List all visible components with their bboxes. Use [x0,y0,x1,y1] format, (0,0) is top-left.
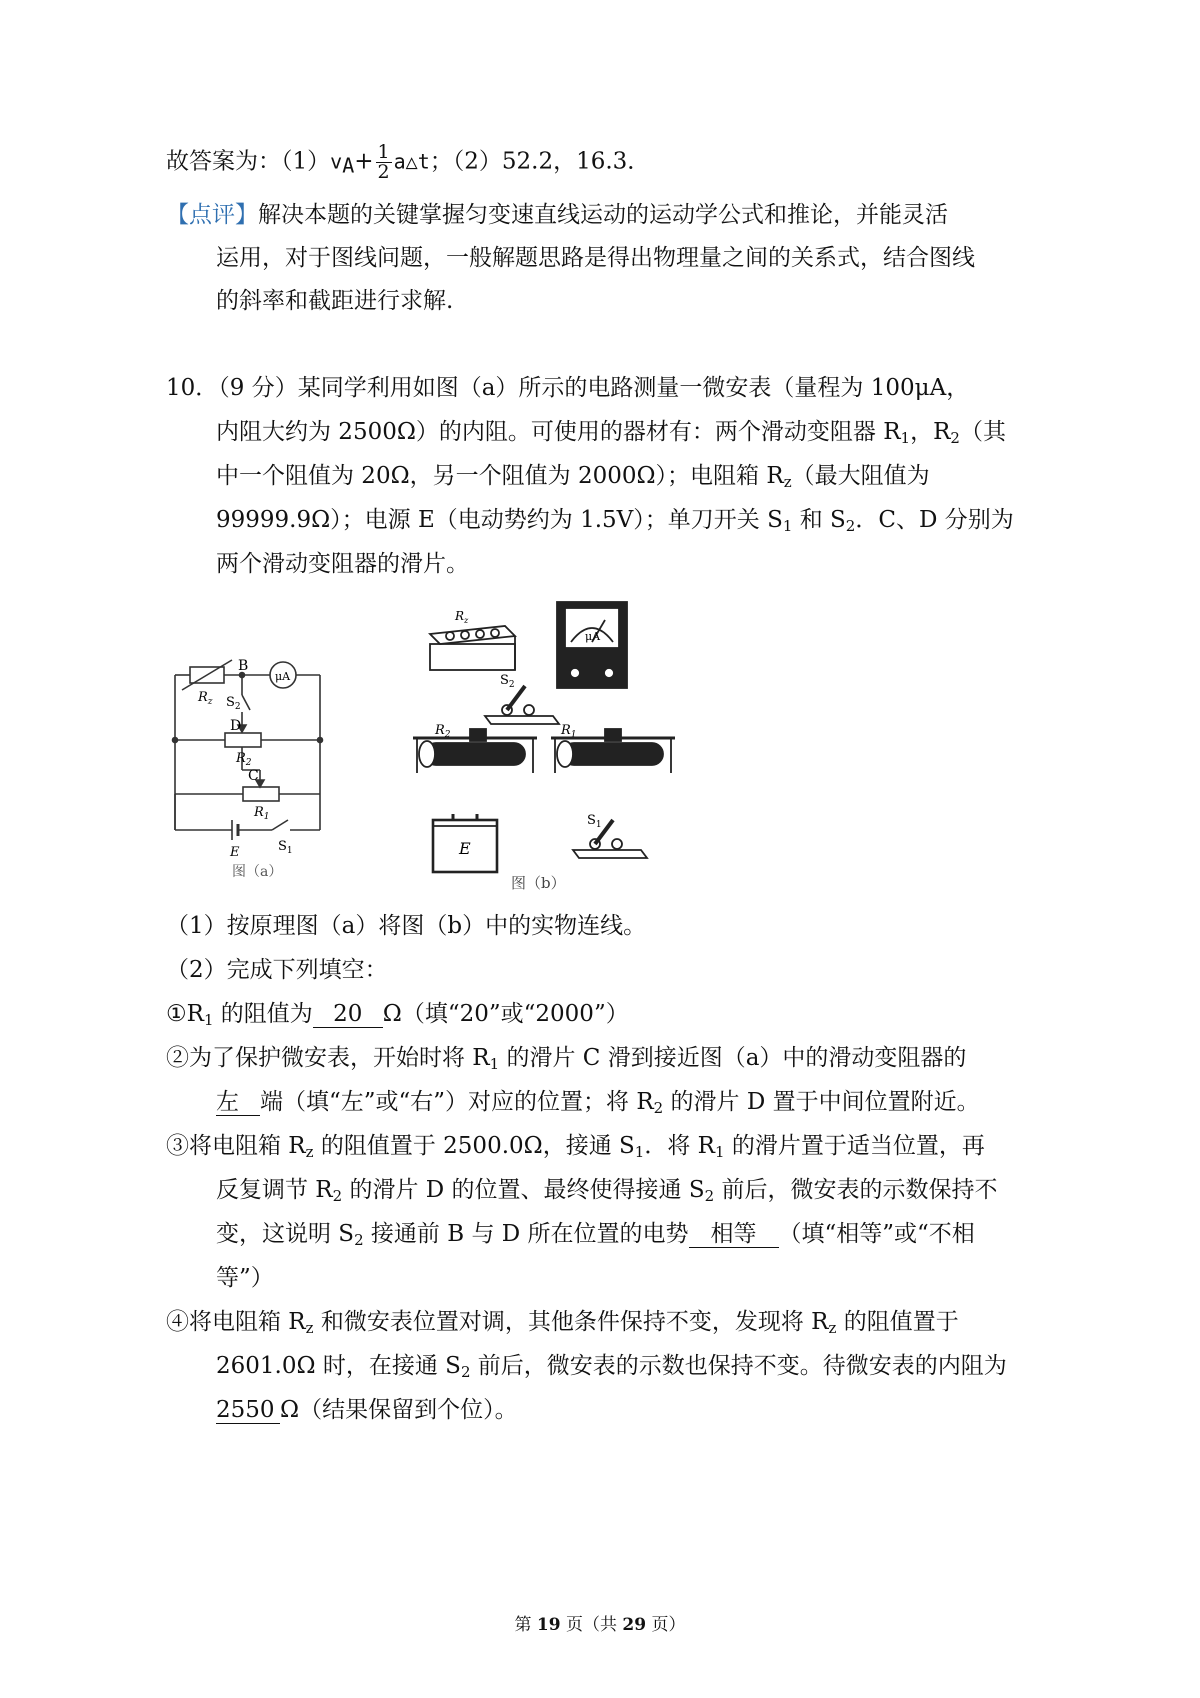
label-b-S1: $S_1$ [587,813,602,830]
q10-l3-a: 中一个阻值为 20Ω，另一个阻值为 2000Ω）；电阻箱 R [216,463,784,489]
review-text-1: 解决本题的关键掌握匀变速直线运动的运动学公式和推论，并能灵活 [258,202,948,228]
label-uA: μA [275,670,291,683]
frac-numerator: 1 [377,141,390,163]
formula-fraction [376,143,392,182]
label-b-uA: μA [585,630,601,643]
caption-a: 图（a） [232,864,283,880]
item-2-answer: 左 [216,1089,260,1116]
q10-l2-sub2: 2 [950,429,960,447]
label-S1: $S_1$ [278,839,293,856]
q10-l4-c: ．C、D 分别为 [855,507,1014,533]
label-D: D [230,718,242,734]
frac-denominator: 2 [377,161,390,183]
q10-l4-b: 和 S [792,507,846,533]
item-1: $①R_1$ 的阻值为 20 Ω（填“20”或“2000”） [166,1001,629,1029]
item-4-answer: 2550 [216,1397,280,1424]
switch-s2-icon [485,686,559,724]
review-tag: 【点评】 [166,202,258,228]
sub-question-1: （1）按原理图（a）将图（b）中的实物连线。 [166,913,647,939]
label-S2: $S_2$ [226,695,241,712]
label-b-R1: $R_1$ [561,723,577,740]
apparatus-figure-b [395,598,735,898]
item-3-line-2: 反复调节 $R_2$ 的滑片 D 的位置、最终使得接通 $S_2$ 前后，微安表的示数保持不 [216,1177,998,1205]
formula-v: v [330,149,343,174]
circuit-diagram-a [160,650,360,890]
review-line-3: 的斜率和截距进行求解. [216,288,454,314]
label-C: C [248,768,259,784]
item-3-line-3: 变，这说明 $S_2$ 接通前 B 与 D 所在位置的电势 相等 （填“相等”或“不相 [216,1221,975,1249]
q10-l2-b: ，R [910,419,951,445]
page-number: 19 [536,1615,561,1635]
q10-line-4 [216,503,1014,537]
item-3-line-4: 等”） [216,1265,274,1291]
item-4-line-2: 2601.0Ω 时，在接通 $S_2$ 前后，微安表的示数也保持不变。待微安表的内阻为 [216,1353,1007,1381]
label-b-R2: $R_2$ [435,723,451,740]
caption-b: 图（b） [511,874,566,892]
formula-plus: + [354,148,374,175]
q10-line-1: 10．（9 分）某同学利用如图（a）所示的电路测量一微安表（量程为 100μA， [166,375,970,401]
label-Rz: $R_z$ [198,690,213,707]
answer-prefix: 故答案为：（1） [166,148,331,175]
label-E: E [230,845,240,860]
label-b-Rz: $R_z$ [455,609,469,625]
item-3-line-1: ③将电阻箱 $R_z$ 的阻值置于 2500.0Ω，接通 $S_1$．将 $R_1$ 的滑片置于适当位置，再 [166,1133,985,1161]
answer-line [166,143,650,182]
q10-l4-a: 99999.9Ω）；电源 E（电动势约为 1.5V）；单刀开关 S [216,507,783,533]
formula-tail: a△t [393,149,430,174]
sub-question-2: （2）完成下列填空： [166,957,388,983]
q10-l4-sub2: 2 [845,517,856,535]
q10-line-5: 两个滑动变阻器的滑片。 [216,551,469,577]
item-3-answer: 相等 [689,1221,779,1248]
item-2-line-2: 左 端（填“左”或“右”）对应的位置；将 $R_2$ 的滑片 D 置于中间位置附近。 [216,1089,980,1117]
item-1-answer: 20 [313,1001,383,1028]
answer-suffix: ；（2）52.2，16.3． [429,148,651,175]
rheostat-r2-icon [413,729,537,773]
q10-l2-c: （其 [959,419,1006,445]
q10-l3-sub: z [783,473,792,491]
q10-line-2 [216,415,1006,449]
q10-l3-b: （最大阻值为 [791,463,930,489]
label-R1: $R_1$ [254,805,270,822]
page-footer: 第 19 页（共 29 页） [514,1615,686,1635]
switch-s1-icon [573,820,647,858]
label-B: B [238,658,249,674]
label-b-S2: $S_2$ [500,673,515,690]
page-total: 29 [622,1615,647,1635]
review-line-1 [166,198,948,232]
item-2-line-1: ②为了保护微安表，开始时将 $R_1$ 的滑片 C 滑到接近图（a）中的滑动变阻器的 [166,1045,967,1073]
microammeter-icon [557,602,627,688]
q10-l2-a: 内阻大约为 2500Ω）的内阻。可使用的器材有：两个滑动变阻器 R [216,419,901,445]
q10-l2-sub1: 1 [900,429,911,447]
resistance-box-icon [430,626,515,670]
review-line-2: 运用，对于图线问题，一般解题思路是得出物理量之间的关系式，结合图线 [216,245,975,271]
label-b-E: E [459,839,471,858]
item-4-line-1: ④将电阻箱 $R_z$ 和微安表位置对调，其他条件保持不变，发现将 $R_z$ 的阻值置于 [166,1309,959,1337]
formula-sub: A [342,153,355,178]
q10-l4-sub1: 1 [782,517,793,535]
label-R2: $R_2$ [236,751,252,768]
item-4-line-3: 2550 Ω（结果保留到个位）。 [216,1397,518,1423]
q10-line-3 [216,459,930,493]
